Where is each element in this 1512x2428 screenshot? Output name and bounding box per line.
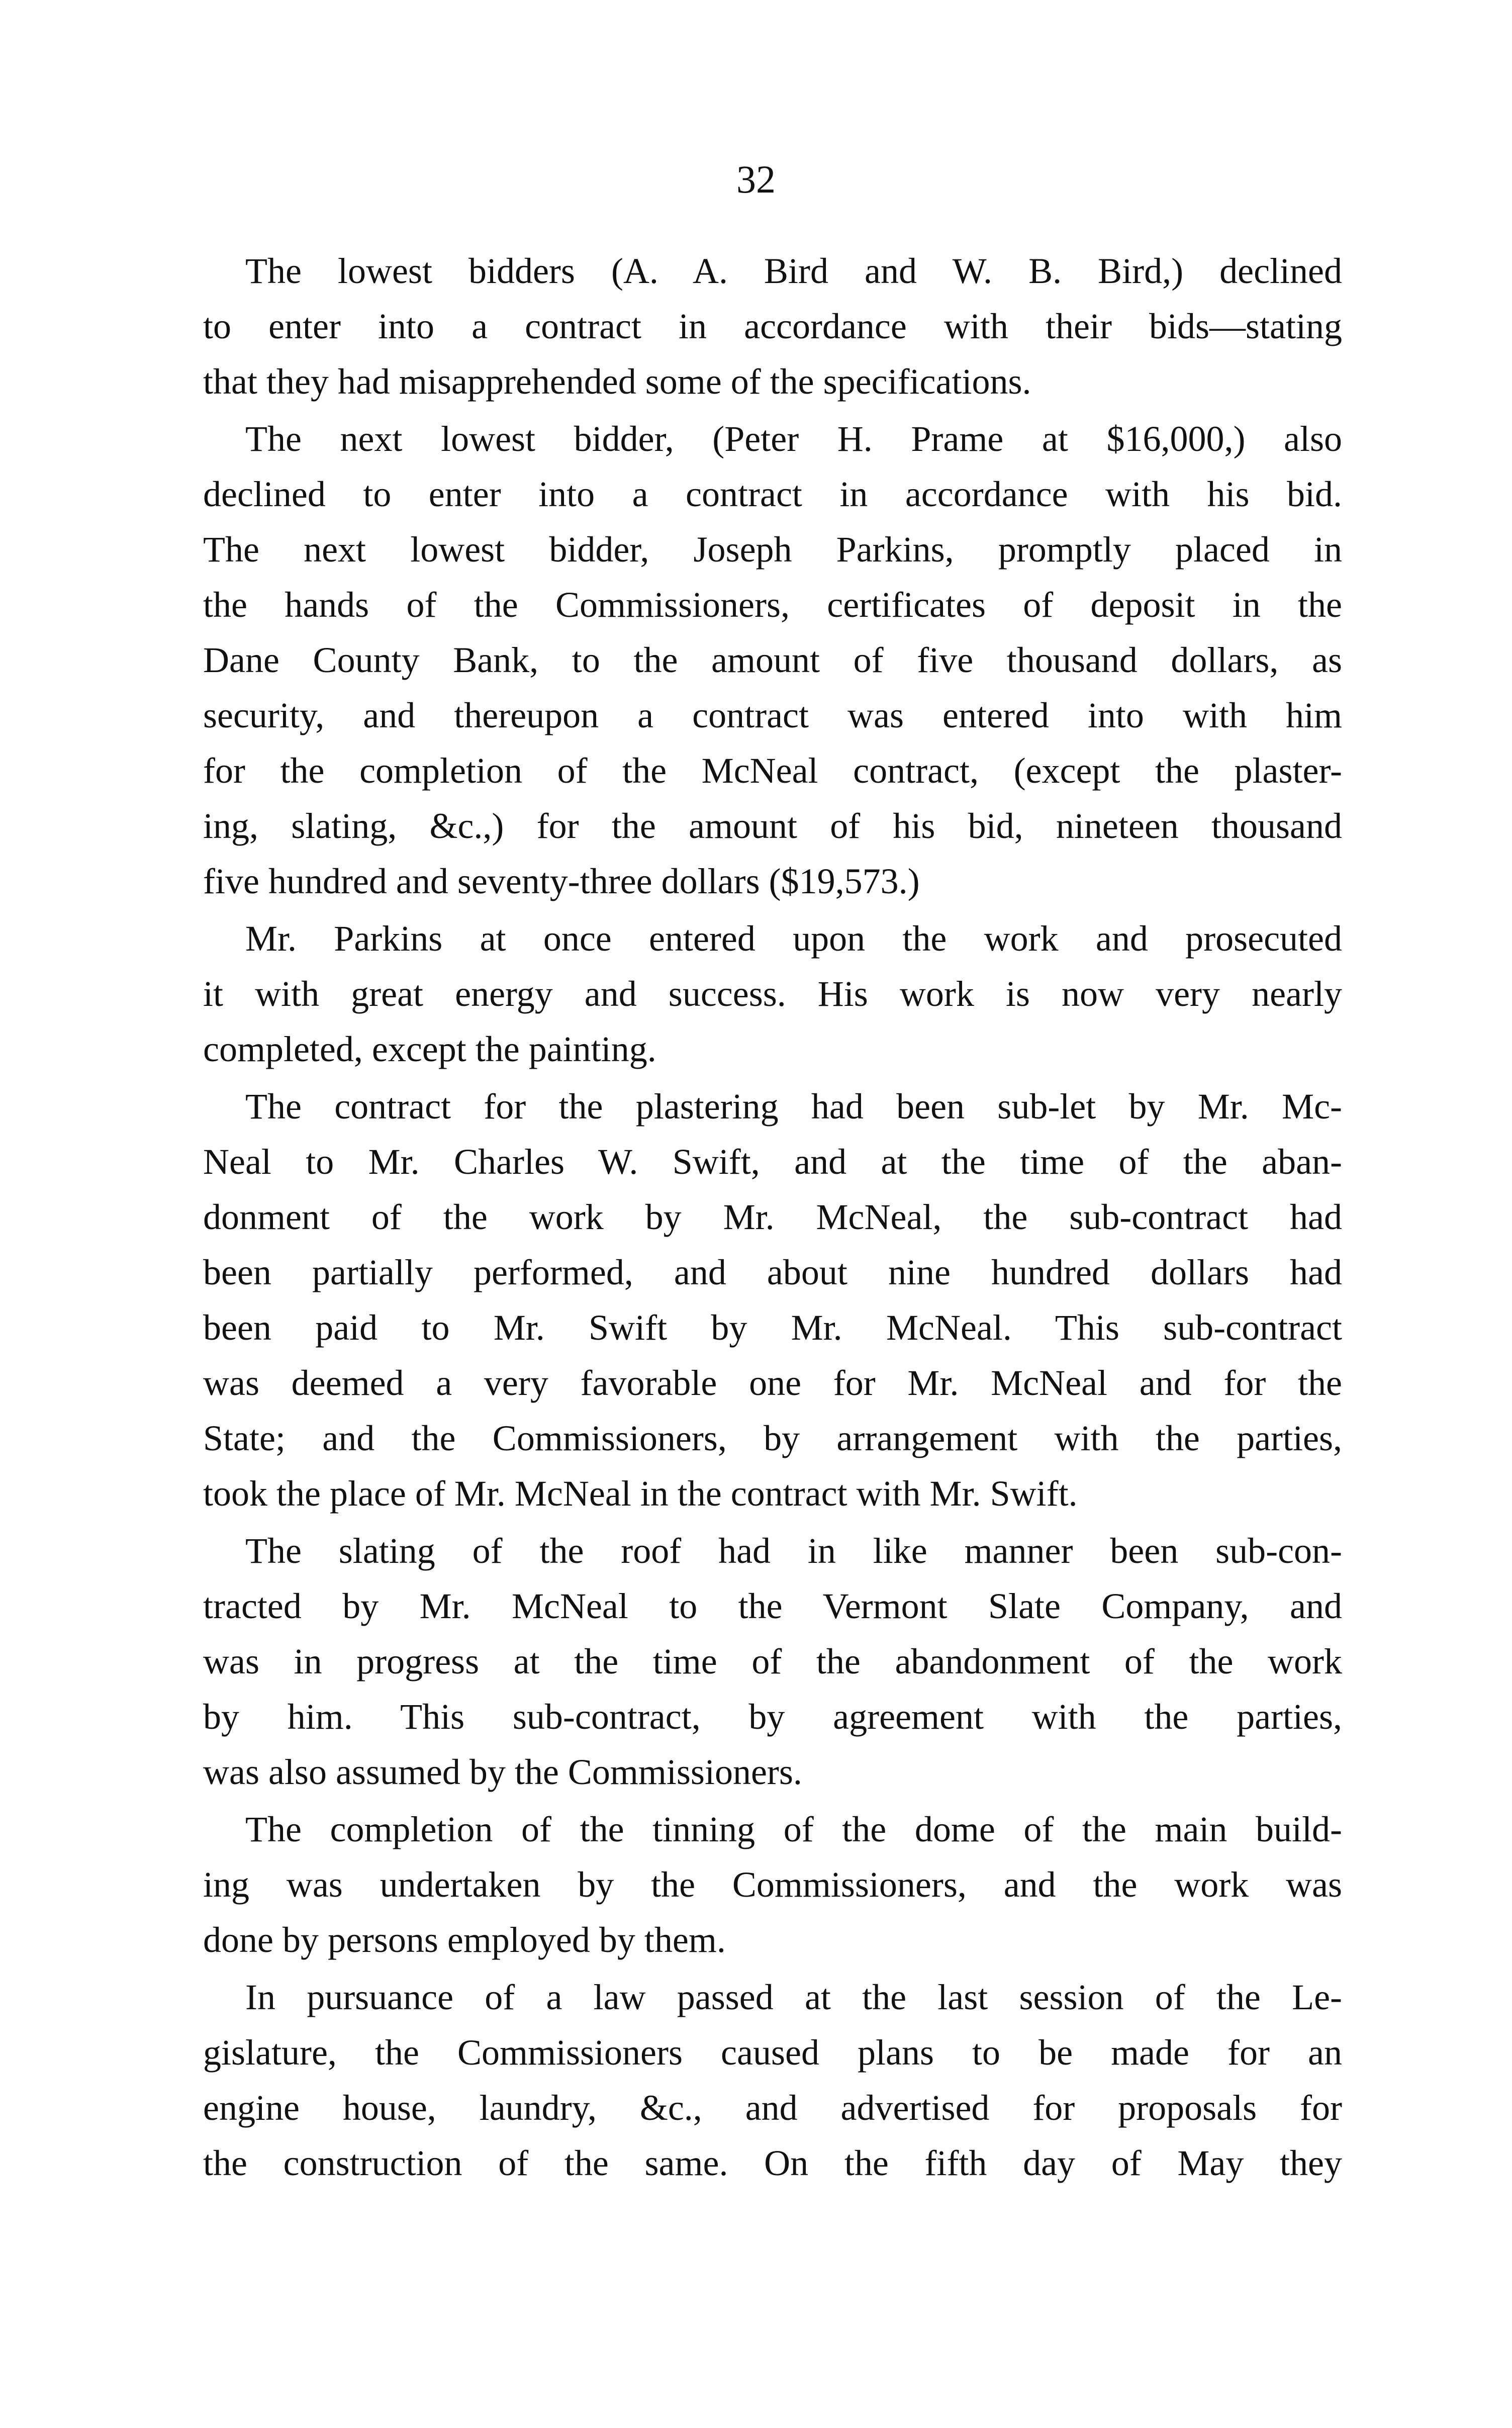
body-text: [203, 243, 1342, 2191]
text-line: five hundred and seventy-three dollars ($19,573.): [203, 861, 920, 901]
text-line: The completion of the tinning of the dome of the main build-: [245, 1809, 1342, 1849]
text-line: gislature, the Commissioners caused plans to be made for an: [203, 2032, 1342, 2073]
paragraph: [203, 243, 1342, 409]
paragraph: [203, 1523, 1342, 1800]
text-line: took the place of Mr. McNeal in the contract with Mr. Swift.: [203, 1473, 1078, 1514]
text-line: The contract for the plastering had been sub-let by Mr. Mc-: [245, 1086, 1342, 1127]
text-line: done by persons employed by them.: [203, 1920, 726, 1960]
paragraph: [203, 1970, 1342, 2191]
text-line: The next lowest bidder, Joseph Parkins, promptly placed in: [203, 529, 1342, 570]
paragraph: [203, 1079, 1342, 1521]
text-line: was deemed a very favorable one for Mr. McNeal and for the: [203, 1363, 1342, 1403]
text-line: donment of the work by Mr. McNeal, the sub-contract had: [203, 1197, 1342, 1237]
text-line: ing was undertaken by the Commissioners, and the work was: [203, 1864, 1342, 1905]
text-line: completed, except the painting.: [203, 1029, 656, 1069]
text-line: Neal to Mr. Charles W. Swift, and at the time of the aban-: [203, 1142, 1342, 1182]
paragraph: [203, 911, 1342, 1077]
paragraph: [203, 411, 1342, 909]
text-line: Dane County Bank, to the amount of five thousand dollars, as: [203, 640, 1342, 680]
text-line: been partially performed, and about nine hundred dollars had: [203, 1252, 1342, 1292]
text-line: The slating of the roof had in like manner been sub-con-: [245, 1531, 1342, 1571]
text-line: tracted by Mr. McNeal to the Vermont Slate Company, and: [203, 1586, 1342, 1626]
text-line: The next lowest bidder, (Peter H. Prame at $16,000,) also: [245, 419, 1342, 459]
text-line: was also assumed by the Commissioners.: [203, 1752, 802, 1792]
text-line: ing, slating, &c.,) for the amount of his bid, nineteen thousand: [203, 806, 1342, 846]
paragraph: [203, 1802, 1342, 1968]
text-line: for the completion of the McNeal contract, (except the plaster-: [203, 751, 1342, 791]
text-line: that they had misapprehended some of the specifications.: [203, 361, 1031, 402]
text-line: In pursuance of a law passed at the last session of the Le-: [245, 1977, 1342, 2017]
text-line: been paid to Mr. Swift by Mr. McNeal. This sub-contract: [203, 1308, 1342, 1348]
text-line: security, and thereupon a contract was entered into with him: [203, 695, 1342, 735]
text-line: the hands of the Commissioners, certificates of deposit in the: [203, 585, 1342, 625]
text-line: by him. This sub-contract, by agreement with the parties,: [203, 1697, 1342, 1737]
text-line: to enter into a contract in accordance with their bids—stating: [203, 306, 1342, 346]
text-line: Mr. Parkins at once entered upon the work and prosecuted: [245, 918, 1342, 959]
page-number: 32: [736, 157, 776, 201]
text-line: the construction of the same. On the fifth day of May they: [203, 2143, 1342, 2183]
text-line: engine house, laundry, &c., and advertised for proposals for: [203, 2088, 1342, 2128]
text-line: it with great energy and success. His work is now very nearly: [203, 974, 1342, 1014]
text-line: declined to enter into a contract in accordance with his bid.: [203, 474, 1342, 514]
text-line: State; and the Commissioners, by arrangement with the parties,: [203, 1418, 1342, 1458]
text-line: was in progress at the time of the abandonment of the work: [203, 1641, 1342, 1682]
text-line: The lowest bidders (A. A. Bird and W. B. Bird,) declined: [245, 251, 1342, 291]
